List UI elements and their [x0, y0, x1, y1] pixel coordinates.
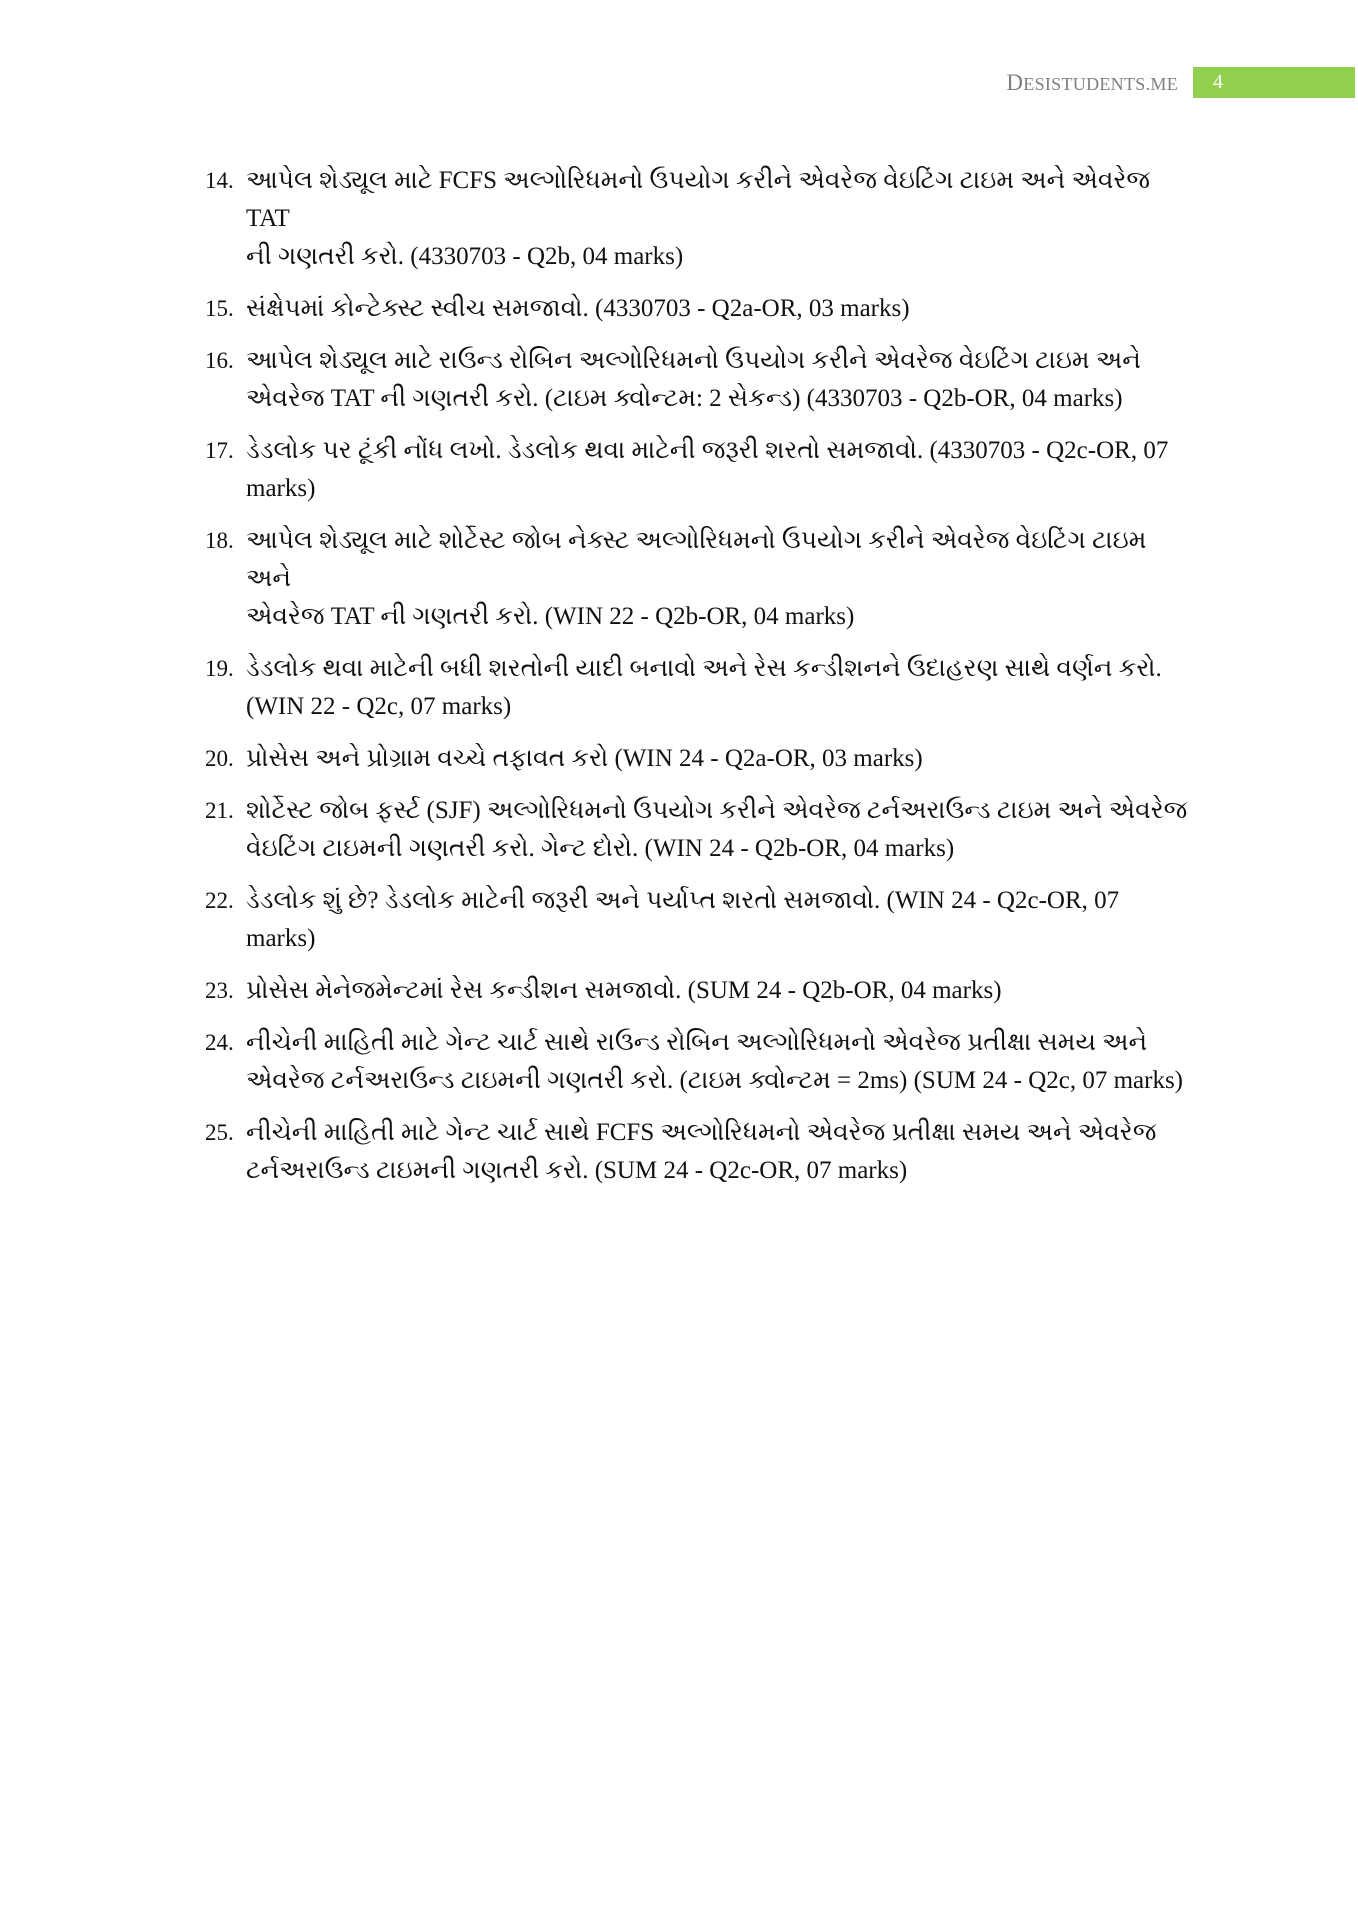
question-text [246, 650, 1193, 726]
question-item [205, 162, 1193, 276]
question-line: સંક્ષેપમાં કોન્ટેક્સ્ટ સ્વીચ સમજાવો. (4330703 - Q2a-OR, 03 marks) [246, 295, 910, 322]
question-number: 18. [205, 528, 234, 553]
question-text [246, 882, 1193, 958]
question-item [205, 972, 1193, 1010]
question-item [205, 342, 1193, 418]
question-list [205, 162, 1193, 1204]
question-number: 21. [205, 798, 234, 823]
question-number: 23. [205, 978, 234, 1003]
question-item [205, 792, 1193, 868]
question-text [246, 522, 1193, 636]
question-item [205, 1114, 1193, 1190]
question-line: પ્રોસેસ મેનેજમેન્ટમાં રેસ કન્ડીશન સમજાવો. (SUM 24 - Q2b-OR, 04 marks) [246, 977, 1002, 1004]
question-number: 20. [205, 746, 234, 771]
question-line: આપેલ શેડ્યૂલ માટે રાઉન્ડ રોબિન અલ્ગોરિધમનો ઉપયોગ કરીને એવરેજ વેઇટિંગ ટાઇમ અને [246, 347, 1141, 374]
question-line: ની ગણતરી કરો. (4330703 - Q2b, 04 marks) [246, 243, 684, 270]
question-number: 15. [205, 296, 234, 321]
question-number: 19. [205, 656, 234, 681]
question-line: એવરેજ TAT ની ગણતરી કરો. (ટાઇમ ક્વોન્ટમ: 2 સેકન્ડ) (4330703 - Q2b-OR, 04 marks) [246, 385, 1123, 412]
question-number: 17. [205, 438, 234, 463]
question-line: નીચેની માહિતી માટે ગેન્ટ ચાર્ટ સાથે રાઉન્ડ રોબિન અલ્ગોરિધમનો એવરેજ પ્રતીક્ષા સમય અને [246, 1029, 1148, 1056]
question-line: નીચેની માહિતી માટે ગેન્ટ ચાર્ટ સાથે FCFS અલ્ગોરિધમનો એવરેજ પ્રતીક્ષા સમય અને એવરેજ [246, 1119, 1157, 1146]
question-line: ડેડલોક થવા માટેની બધી શરતોની યાદી બનાવો અને રેસ કન્ડીશનને ઉદાહરણ સાથે વર્ણન કરો. [246, 655, 1162, 682]
question-number: 24. [205, 1030, 234, 1055]
question-text [246, 792, 1193, 868]
question-item [205, 1024, 1193, 1100]
question-text [246, 740, 1193, 778]
question-line: એવરેજ TAT ની ગણતરી કરો. (WIN 22 - Q2b-OR, 04 marks) [246, 603, 855, 630]
question-line: ડેડલોક પર ટૂંકી નોંધ લખો. ડેડલોક થવા માટેની જરૂરી શરતો સમજાવો. (4330703 - Q2c-OR, 07 [246, 437, 1169, 464]
question-line: આપેલ શેડ્યૂલ માટે FCFS અલ્ગોરિધમનો ઉપયોગ કરીને એવરેજ વેઇટિંગ ટાઇમ અને એવરેજ TAT [246, 167, 1151, 232]
question-number: 25. [205, 1120, 234, 1145]
question-line: વેઇટિંગ ટાઇમની ગણતરી કરો. ગેન્ટ દોરો. (WIN 24 - Q2b-OR, 04 marks) [246, 835, 955, 862]
question-text [246, 1024, 1193, 1100]
question-line: (WIN 22 - Q2c, 07 marks) [246, 693, 512, 720]
question-item [205, 740, 1193, 778]
question-line: ટર્નઅરાઉન્ડ ટાઇમની ગણતરી કરો. (SUM 24 - Q2c-OR, 07 marks) [246, 1157, 908, 1184]
question-text [246, 972, 1193, 1010]
question-item [205, 290, 1193, 328]
question-number: 14. [205, 168, 234, 193]
question-item [205, 882, 1193, 958]
question-text [246, 1114, 1193, 1190]
question-text [246, 290, 1193, 328]
question-number: 16. [205, 348, 234, 373]
question-item [205, 522, 1193, 636]
question-line: ડેડલોક શું છે? ડેડલોક માટેની જરૂરી અને પર્યાપ્ત શરતો સમજાવો. (WIN 24 - Q2c-OR, 07 marks) [246, 887, 1120, 952]
question-item [205, 650, 1193, 726]
question-line: આપેલ શેડ્યૂલ માટે શોર્ટેસ્ટ જોબ નેક્સ્ટ અલ્ગોરિધમનો ઉપયોગ કરીને એવરેજ વેઇટિંગ ટાઇમ અને [246, 527, 1147, 592]
question-line: એવરેજ ટર્નઅરાઉન્ડ ટાઇમની ગણતરી કરો. (ટાઇમ ક્વોન્ટમ = 2ms) (SUM 24 - Q2c, 07 marks) [246, 1067, 1184, 1094]
question-text [246, 162, 1193, 276]
question-line: શોર્ટેસ્ટ જોબ ફર્સ્ટ (SJF) અલ્ગોરિધમનો ઉપયોગ કરીને એવરેજ ટર્નઅરાઉન્ડ ટાઇમ અને એવરેજ [246, 797, 1188, 824]
site-name: DESISTUDENTS.ME [1006, 70, 1178, 95]
question-text [246, 432, 1193, 508]
question-number: 22. [205, 888, 234, 913]
page-number-badge: 4 [1193, 67, 1355, 98]
question-line: marks) [246, 475, 316, 502]
question-line: પ્રોસેસ અને પ્રોગ્રામ વચ્ચે તફાવત કરો (WIN 24 - Q2a-OR, 03 marks) [246, 745, 923, 772]
question-text [246, 342, 1193, 418]
question-item [205, 432, 1193, 508]
